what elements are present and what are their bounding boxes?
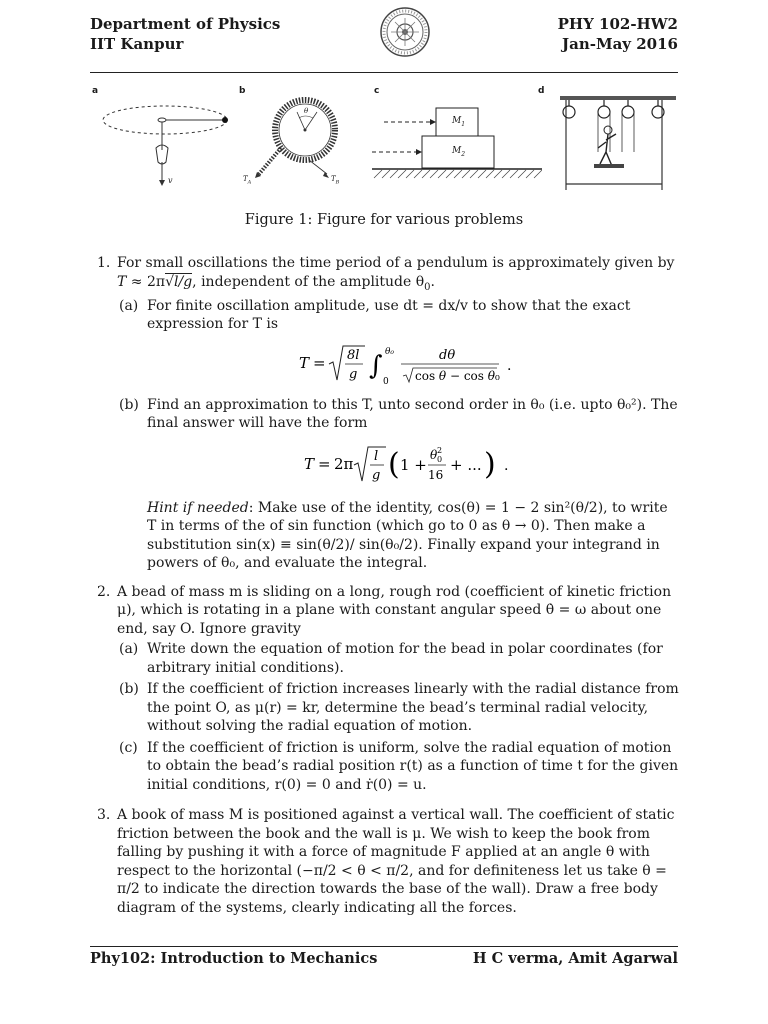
svg-text:=: = bbox=[317, 454, 331, 473]
problem-3 bbox=[90, 806, 680, 917]
problem-1b-hint: Hint if needed: Make use of the identity, cos(θ) = 1 − 2 sin²(θ/2), to write T in terms of the of sin function (which go to 0 as θ → 0). Then make a substitution sin(x) ≡ sin(θ/2)/ sin(θ₀/2). Finally expand your integrand in powers of θ₀, and evaluate the integral. bbox=[147, 499, 668, 572]
svg-text:T: T bbox=[298, 353, 309, 372]
footer-authors: H C verma, Amit Agarwal bbox=[472, 950, 678, 967]
tension-b-label: $T_B$ bbox=[331, 175, 340, 186]
velocity-label: v bbox=[168, 176, 173, 185]
svg-text:∫: ∫ bbox=[368, 350, 383, 381]
svg-text:): ) bbox=[483, 446, 496, 482]
svg-text:T: T bbox=[303, 454, 314, 473]
footer-course-title: Phy102: Introduction to Mechanics bbox=[90, 950, 378, 967]
svg-text:g: g bbox=[371, 467, 380, 483]
problem-1b: (b) Find an approximation to this T, unto second order in θ₀ (i.e. upto θ₀²). The final answer will have the form T = 2π l g ( 1 + θ 2 0 16 + ... ) . Hint if needed: Make use of the identity, cos(θ) = 1 − 2 sin²(θ/2), to write T in terms of the of sin function (which go to 0 as θ → 0). Then make a substitution sin(x) ≡ sin(θ/2)/ sin(θ₀/2). Finally expand your integrand in powers of θ₀, and evaluate the integral. bbox=[117, 396, 680, 573]
svg-text:θ: θ bbox=[429, 447, 437, 462]
panel-label-d: d bbox=[538, 86, 545, 96]
svg-text:.: . bbox=[503, 457, 508, 474]
figure-panel-a bbox=[90, 86, 240, 192]
figure-panels bbox=[90, 86, 680, 192]
problem-2b: (b) If the coefficient of friction increases linearly with the radial distance from the point O, as μ(r) = kr, determine the bead’s terminal radial velocity, without solving the radial equation of motion. bbox=[119, 681, 679, 735]
svg-text:dθ: dθ bbox=[438, 347, 455, 363]
svg-text:1 +: 1 + bbox=[399, 455, 427, 474]
problem-2a-text: Write down the equation of motion for the bead in polar coordinates (for arbitrary initial conditions). bbox=[147, 641, 663, 676]
svg-text:0: 0 bbox=[436, 454, 442, 464]
institute-seal-logo bbox=[379, 4, 431, 64]
pulley-system-diagram bbox=[536, 92, 680, 192]
header-rule bbox=[90, 72, 678, 73]
header-right bbox=[558, 14, 678, 54]
problem-2c: (c) If the coefficient of friction is uniform, solve the radial equation of motion to obtain the bead’s radial position r(t) as a function of time t for the given initial conditions, r(0) = 0 and ṙ(0) = u. bbox=[119, 739, 679, 793]
svg-text:=: = bbox=[312, 353, 326, 372]
problem-number: 3. bbox=[97, 807, 111, 824]
circular-motion-diagram bbox=[90, 92, 240, 192]
problem-1a-text: For finite oscillation amplitude, use dt = dx/v to show that the exact expression for T is bbox=[147, 297, 631, 333]
department-name: Department of Physics bbox=[90, 15, 281, 33]
mass-m2-label: $M_2$ bbox=[452, 146, 466, 158]
footer-rule bbox=[90, 946, 678, 947]
problem-1b-text: Find an approximation to this T, unto second order in θ₀ (i.e. upto θ₀²). The final answer will have the form bbox=[147, 396, 678, 432]
problem-2c-text: If the coefficient of friction is uniform, solve the radial equation of motion to obtain the bead’s radial position r(t) as a function of time t for the given initial conditions, r(0) = 0 and ṙ(0) = u. bbox=[147, 739, 679, 793]
theta-label: θ bbox=[304, 107, 309, 115]
svg-text:+ ...: + ... bbox=[449, 455, 482, 474]
problem-2b-text: If the coefficient of friction increases linearly with the radial distance from the point O, as μ(r) = kr, determine the bead’s terminal radial velocity, without solving the radial equation of motion. bbox=[147, 681, 679, 735]
figure-panel-d bbox=[536, 86, 680, 192]
svg-text:.: . bbox=[506, 357, 511, 374]
problem-2-statement: A bead of mass m is sliding on a long, rough rod (coefficient of kinetic friction μ), which is rotating in a plane with constant angular speed θ̇ = ω about one end, say O. Ignore gravity bbox=[117, 583, 672, 637]
problem-3-statement: A book of mass M is positioned against a vertical wall. The coefficient of static friction between the book and the wall is μ. We wish to keep the book from falling by pushing it with a force of magnitude F applied at an angle θ with respect to the horizontal (−π/2 < θ < π/2, and for definiteness let us take θ = π/2 to indicate the direction towards the base of the wall). Draw a free body diagram of the systems, clearly indicating all the forces. bbox=[117, 807, 675, 916]
svg-text:0: 0 bbox=[382, 376, 389, 387]
svg-text:l: l bbox=[373, 448, 378, 464]
svg-text:θ₀: θ₀ bbox=[384, 346, 394, 357]
svg-text:2: 2 bbox=[436, 445, 442, 455]
mass-m1-label: $M_1$ bbox=[452, 116, 466, 128]
problem-number: 2. bbox=[97, 583, 111, 600]
panel-label-a: a bbox=[92, 86, 99, 96]
problem-number: 1. bbox=[97, 255, 111, 271]
figure-caption: Figure 1: Figure for various problems bbox=[244, 212, 524, 228]
approx-period-equation bbox=[147, 439, 680, 489]
figure-panel-b bbox=[237, 86, 357, 192]
problem-2 bbox=[90, 583, 680, 795]
problem-2a: (a) Write down the equation of motion for the bead in polar coordinates (for arbitrary initial conditions). bbox=[117, 640, 680, 677]
problem-1-statement: For small oscillations the time period of a pendulum is approximately given by T ≈ 2π√l/g, independent of the amplitude $\theta_0$. bbox=[117, 255, 675, 293]
tension-a-label: $T_A$ bbox=[243, 175, 252, 186]
institute-name: IIT Kanpur bbox=[90, 35, 184, 53]
header-left bbox=[90, 14, 280, 54]
problem-list bbox=[90, 254, 680, 917]
problem-1a: (a) For finite oscillation amplitude, use dt = dx/v to show that the exact expression for T is T = 8l g ∫ θ₀ 0 dθ cos θ − cos θ₀ . bbox=[117, 297, 680, 388]
svg-text:(: ( bbox=[387, 446, 400, 482]
course-code: PHY 102-HW2 bbox=[557, 15, 678, 33]
svg-text:g: g bbox=[348, 366, 357, 382]
problem-1 bbox=[90, 254, 680, 573]
svg-text:2π: 2π bbox=[333, 454, 353, 473]
panel-label-c: c bbox=[374, 86, 380, 96]
stacked-blocks-diagram bbox=[372, 92, 542, 192]
panel-label-b: b bbox=[239, 86, 246, 96]
term: Jan-May 2016 bbox=[562, 35, 678, 53]
exact-period-equation bbox=[147, 340, 680, 388]
figure-panel-c bbox=[372, 86, 542, 192]
svg-text:16: 16 bbox=[427, 467, 443, 482]
svg-text:8l: 8l bbox=[346, 347, 359, 363]
svg-text:cos θ − cos θ₀: cos θ − cos θ₀ bbox=[414, 368, 500, 383]
